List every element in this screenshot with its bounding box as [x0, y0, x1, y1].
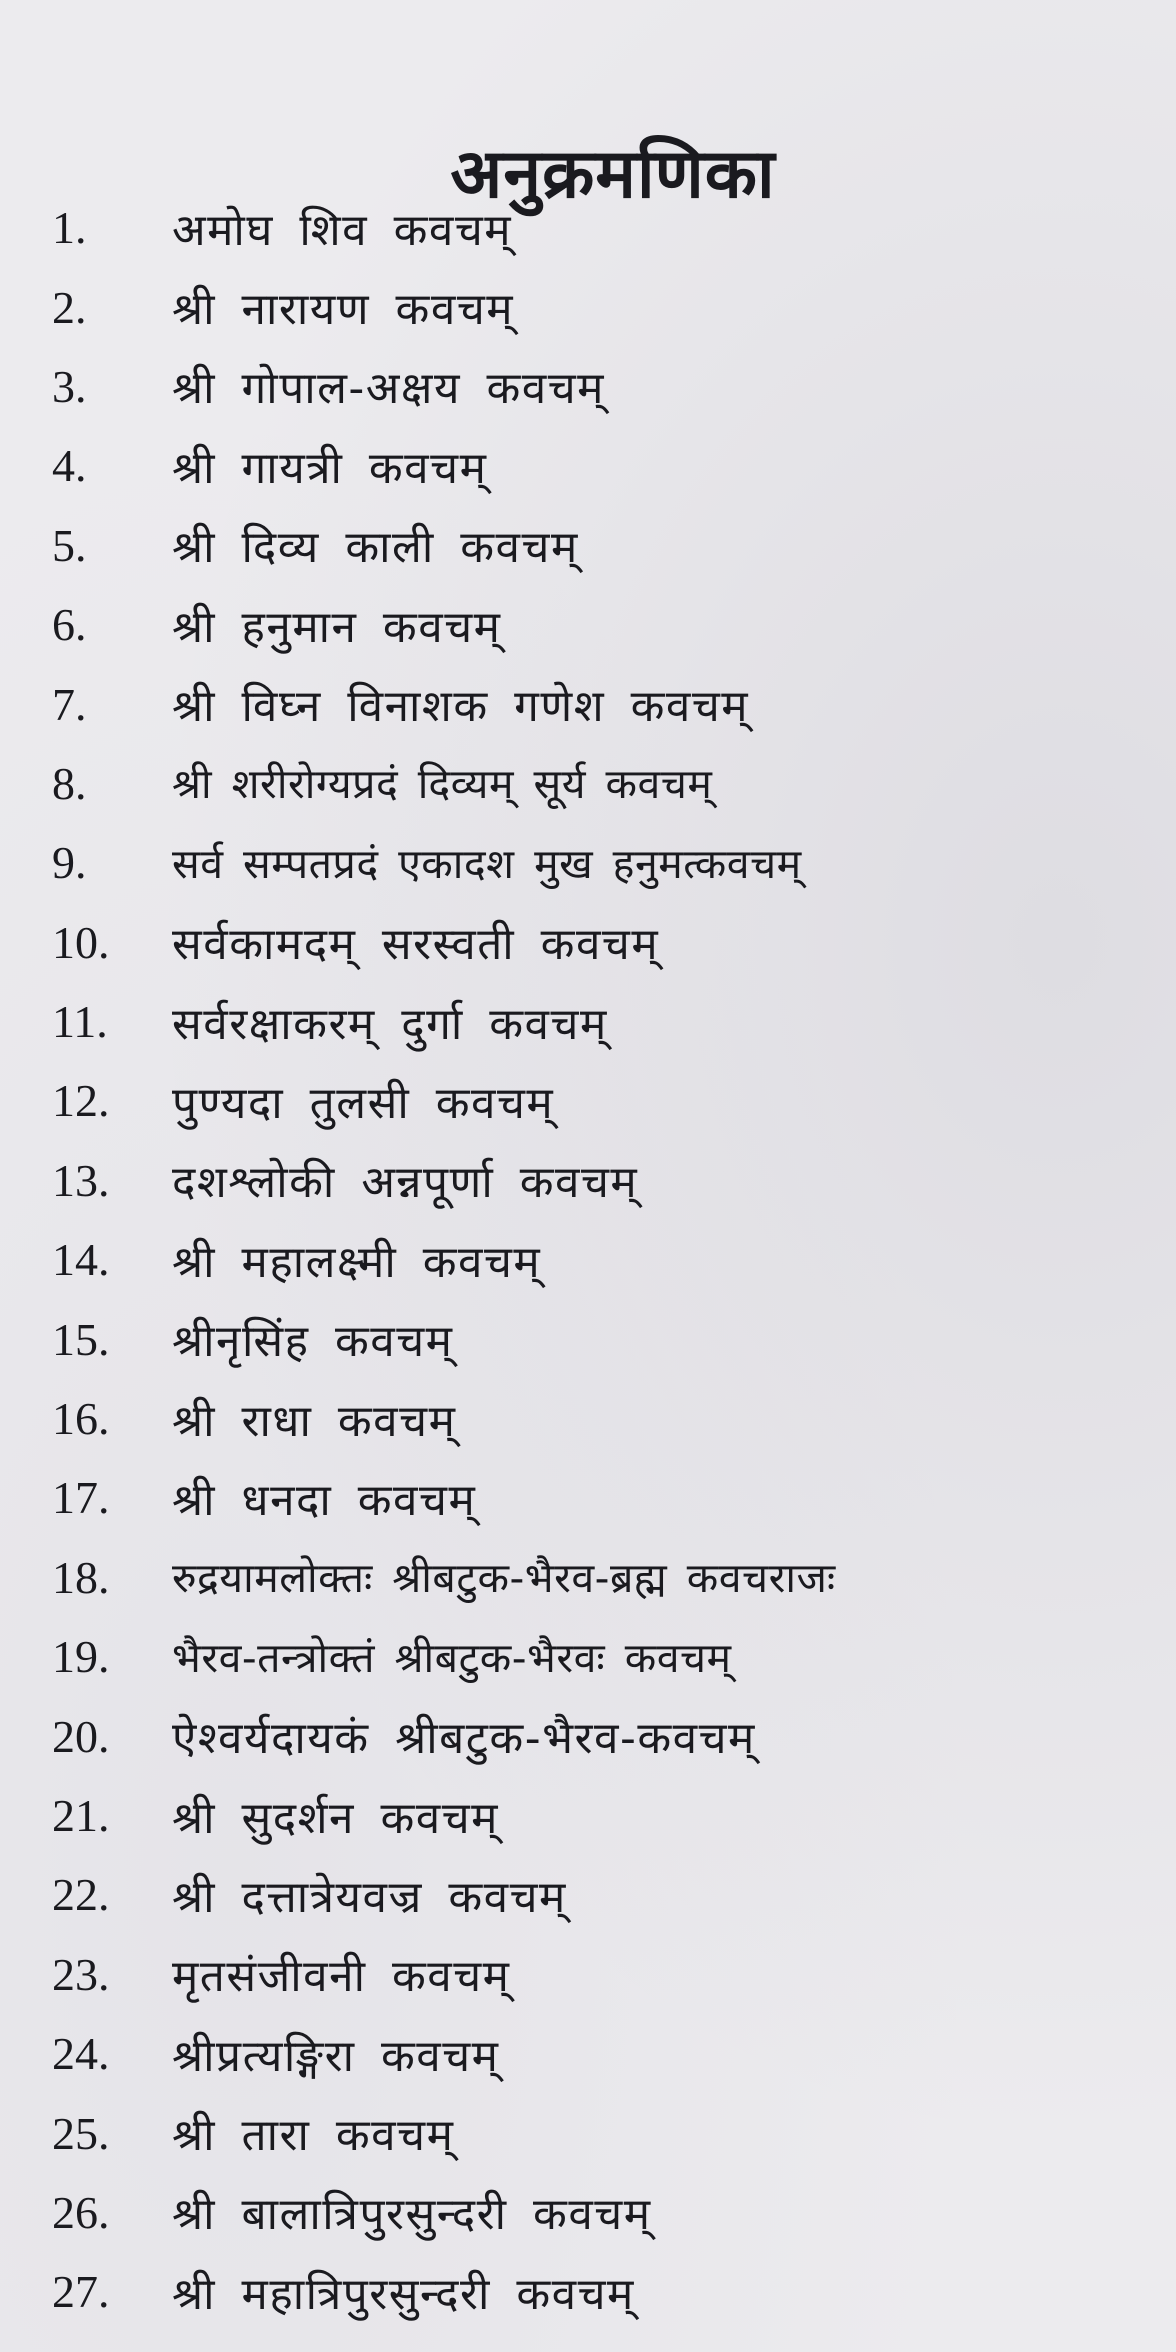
list-item — [52, 1935, 1162, 2014]
item-title: श्री दिव्य काली कवचम् — [172, 522, 579, 574]
item-title: श्री गोपाल-अक्षय कवचम् — [172, 363, 605, 415]
list-item — [52, 982, 1162, 1061]
list-item — [52, 426, 1162, 505]
item-title: सर्वकामदम् सरस्वती कवचम् — [172, 919, 660, 971]
item-title: श्री हनुमान कवचम् — [172, 601, 502, 653]
list-item — [52, 664, 1162, 743]
item-title: श्रीप्रत्यङ्गिरा कवचम् — [172, 2030, 500, 2082]
table-of-contents — [52, 188, 1162, 2332]
list-item — [52, 2014, 1162, 2093]
list-item — [52, 1061, 1162, 1140]
item-title: श्री गायत्री कवचम् — [172, 442, 488, 494]
item-number: 27. — [52, 2266, 110, 2318]
item-number: 10. — [52, 916, 110, 968]
item-number: 4. — [52, 440, 87, 492]
item-title: भैरव-तन्त्रोक्तं श्रीबटुक-भैरवः कवचम् — [172, 1633, 732, 1682]
item-number: 22. — [52, 1869, 110, 1921]
item-title: मृतसंजीवनी कवचम् — [172, 1951, 511, 2003]
item-number: 5. — [52, 519, 87, 571]
list-item — [52, 2173, 1162, 2252]
list-item — [52, 1299, 1162, 1378]
item-number: 3. — [52, 360, 87, 412]
item-title: श्री महात्रिपुरसुन्दरी कवचम् — [172, 2268, 635, 2320]
item-title: श्री शरीरोग्यप्रदं दिव्यम् सूर्य कवचम् — [172, 760, 713, 809]
item-title: श्री तारा कवचम् — [172, 2110, 455, 2162]
item-title: श्री सुदर्शन कवचम् — [172, 1792, 499, 1844]
list-item — [52, 1776, 1162, 1855]
item-title: श्री महालक्ष्मी कवचम् — [172, 1236, 542, 1288]
list-item — [52, 1220, 1162, 1299]
list-item — [52, 823, 1162, 902]
item-title: पुण्यदा तुलसी कवचम् — [172, 1077, 555, 1129]
list-item — [52, 188, 1162, 267]
item-title: श्री नारायण कवचम् — [172, 284, 515, 336]
item-number: 23. — [52, 1948, 110, 2000]
item-number: 26. — [52, 2186, 110, 2238]
item-title: श्री विघ्न विनाशक गणेश कवचम् — [172, 681, 750, 733]
item-number: 20. — [52, 1710, 110, 1762]
item-title: ऐश्वर्यदायकं श्रीबटुक-भैरव-कवचम् — [172, 1713, 756, 1765]
item-title: दशश्लोकी अन्नपूर्णा कवचम् — [172, 1157, 639, 1209]
list-item — [52, 744, 1162, 823]
list-item — [52, 1458, 1162, 1537]
list-item — [52, 585, 1162, 664]
list-item — [52, 1696, 1162, 1775]
list-item — [52, 267, 1162, 346]
item-number: 21. — [52, 1790, 110, 1841]
item-number: 2. — [52, 281, 87, 333]
item-title: श्री बालात्रिपुरसुन्दरी कवचम् — [172, 2189, 652, 2241]
item-number: 6. — [52, 599, 87, 651]
list-item — [52, 903, 1162, 982]
page-title: अनुक्रमणिका — [450, 134, 776, 214]
item-title: अमोघ शिव कवचम् — [172, 204, 513, 256]
item-number: 13. — [52, 1154, 110, 1206]
list-item — [52, 1379, 1162, 1458]
list-item — [52, 1141, 1162, 1220]
item-number: 15. — [52, 1313, 110, 1365]
item-number: 25. — [52, 2107, 110, 2159]
list-item — [52, 2252, 1162, 2331]
item-number: 17. — [52, 1472, 110, 1524]
item-number: 7. — [52, 678, 87, 730]
item-number: 16. — [52, 1393, 110, 1445]
list-item — [52, 1617, 1162, 1696]
list-item — [52, 506, 1162, 585]
list-item — [52, 1855, 1162, 1934]
item-title: रुद्रयामलोक्तः श्रीबटुक-भैरव-ब्रह्म कवचराजः — [172, 1554, 836, 1603]
item-number: 19. — [52, 1631, 110, 1683]
item-number: 11. — [52, 996, 108, 1048]
list-item — [52, 1538, 1162, 1617]
item-title: श्री राधा कवचम् — [172, 1395, 457, 1447]
item-title: श्री धनदा कवचम् — [172, 1474, 477, 1526]
item-number: 12. — [52, 1075, 110, 1127]
item-number: 1. — [52, 202, 87, 254]
item-title: श्रीनृसिंह कवचम् — [172, 1316, 454, 1368]
item-title: सर्व सम्पतप्रदं एकादश मुख हनुमत्कवचम् — [172, 839, 802, 888]
list-item — [52, 2093, 1162, 2172]
item-number: 8. — [52, 757, 87, 809]
item-number: 14. — [52, 1234, 110, 1286]
item-number: 18. — [52, 1551, 110, 1603]
item-title: सर्वरक्षाकरम् दुर्गा कवचम् — [172, 998, 608, 1050]
item-title: श्री दत्तात्रेयवज्र कवचम् — [172, 1871, 567, 1923]
item-number: 9. — [52, 837, 87, 889]
list-item — [52, 347, 1162, 426]
item-number: 24. — [52, 2028, 110, 2080]
